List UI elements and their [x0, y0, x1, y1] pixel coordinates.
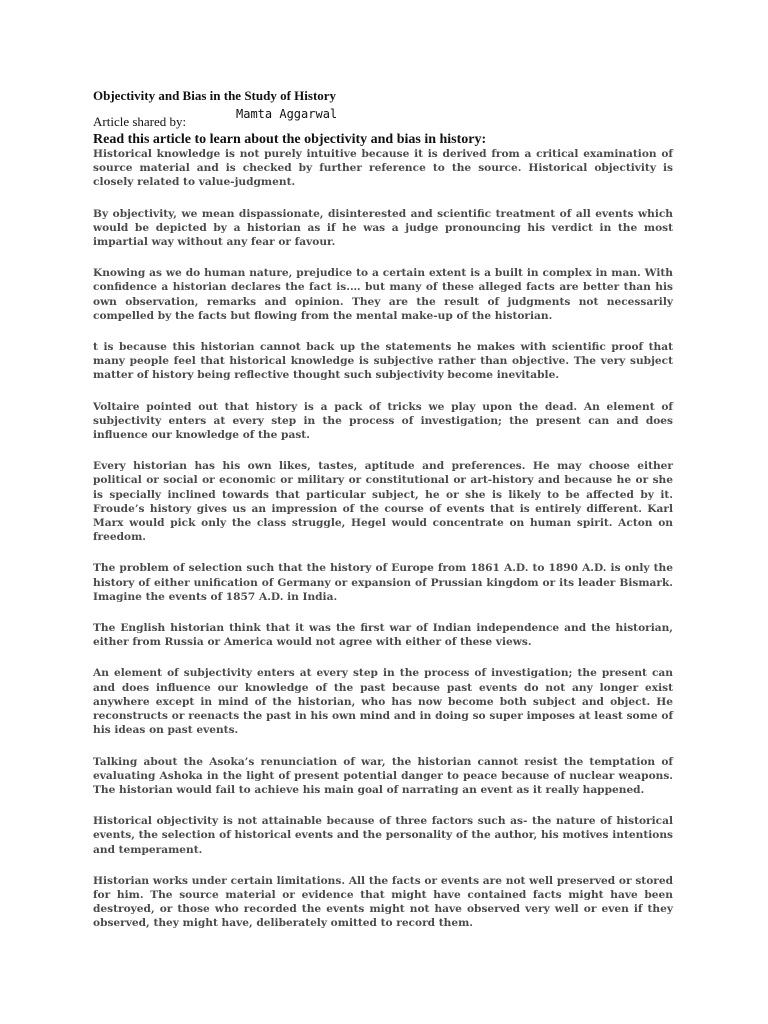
- paragraph: Every historian has his own likes, tastes, aptitude and preferences. He may choose either political or social or economic or military or constitutional or art-history and because he or she is specially inclined towards that particular subject, he or she is likely to be affected by it. Froude’s history gives us an impression of the course of events that is entirely different. Karl Marx would pick only the class struggle, Hegel would concentrate on human spirit. Acton on freedom.: [93, 460, 673, 544]
- article-title: Objectivity and Bias in the Study of History: [93, 88, 337, 103]
- paragraph: Historian works under certain limitations. All the facts or events are not well preserved or stored for him. The source material or evidence that might have contained facts might have been destroyed, or those who recorded the events might not have observed very well or even if they observed, they might have, deliberately omitted to record them.: [93, 874, 673, 930]
- shared-by-label: Article shared by:: [93, 114, 187, 129]
- paragraph: By objectivity, we mean dispassionate, disinterested and scientific treatment of all events which would be depicted by a historian as if he was a judge pronouncing his verdict in the most impartial way without any fear or favour.: [93, 207, 673, 249]
- article-lead: Read this article to learn about the objectivity and bias in history:: [93, 132, 487, 147]
- shared-by-row: [93, 107, 673, 132]
- article-body: [93, 147, 673, 931]
- paragraph: The problem of selection such that the history of Europe from 1861 A.D. to 1890 A.D. is only the history of either unification of Germany or expansion of Prussian kingdom or its leader Bismark. Imagine the events of 1857 A.D. in India.: [93, 562, 673, 603]
- paragraph: Talking about the Asoka’s renunciation of war, the historian cannot resist the temptation of evaluating Ashoka in the light of present potential danger to peace because of nuclear weapons. The historian would fail to achieve his main goal of narrating an event as it really happened.: [93, 755, 673, 796]
- paragraph: An element of subjectivity enters at every step in the process of investigation; the present can and does influence our knowledge of the past because past events do not any longer exist anywhere except in mind of the historian, who has now become both subject and object. He reconstructs or reenacts the past in his own mind and in doing so super imposes at least some of his ideas on past events.: [93, 667, 673, 737]
- paragraph: Voltaire pointed out that history is a pack of tricks we play upon the dead. An element of subjectivity enters at every step in the process of investigation; the present can and does influence our knowledge of the past.: [93, 400, 673, 442]
- paragraph: The English historian think that it was the first war of Indian independence and the historian, either from Russia or America would not agree with either of these views.: [93, 622, 673, 649]
- paragraph: t is because this historian cannot back up the statements he makes with scientific proof that many people feel that historical knowledge is subjective rather than objective. The very subject matter of history being reflective thought such subjectivity become inevitable.: [93, 341, 673, 382]
- article: [93, 88, 673, 948]
- author-name: Mamta Aggarwal: [236, 107, 338, 121]
- paragraph: Historical objectivity is not attainable because of three factors such as- the nature of historical events, the selection of historical events and the personality of the author, his motives intentions and temperament.: [93, 815, 673, 856]
- paragraph: Historical knowledge is not purely intuitive because it is derived from a critical examination of source material and is checked by further reference to the source. Historical objectivity is closely related to value-judgment.: [93, 148, 673, 189]
- paragraph: Knowing as we do human nature, prejudice to a certain extent is a built in complex in man. With confidence a historian declares the fact is.… but many of these alleged facts are better than his own observation, remarks and opinion. They are the result of judgments not necessarily compelled by the facts but flowing from the mental make-up of the historian.: [93, 267, 673, 322]
